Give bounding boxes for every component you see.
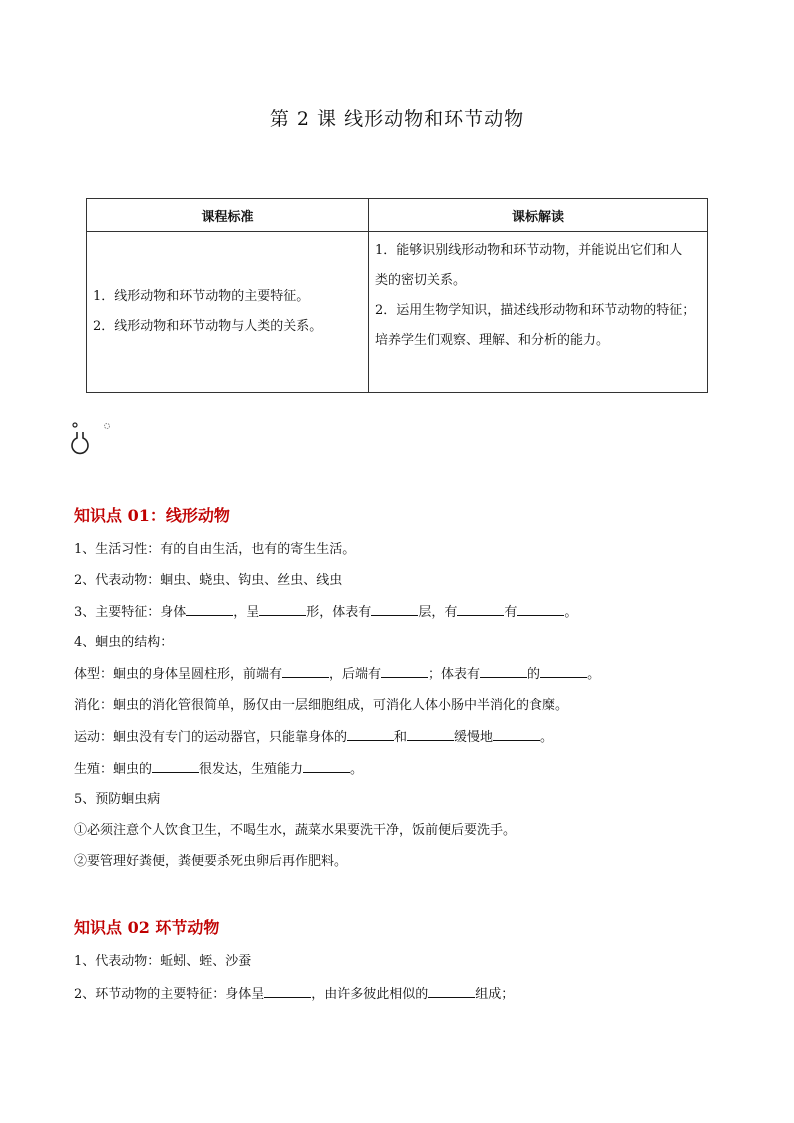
answer-blank[interactable] xyxy=(493,728,540,741)
answer-blank[interactable] xyxy=(186,603,233,616)
sparkle-icon xyxy=(102,421,112,431)
interpretation-line: 1．能够识别线形动物和环节动物，并能说出它们和人 xyxy=(375,243,683,258)
interpretation-line: 培养学生们观察、理解、和分析的能力。 xyxy=(375,333,610,348)
table-header: 课标解读 xyxy=(369,199,708,232)
answer-blank[interactable] xyxy=(517,603,564,616)
interpretation-cell xyxy=(369,232,708,393)
section-heading: 知识点 02 环节动物 xyxy=(74,918,220,937)
fill-in-line: 运动：蛔虫没有专门的运动器官，只能靠身体的 和 缓慢地 。 xyxy=(74,730,554,745)
text-line: 消化：蛔虫的消化管很简单，肠仅由一层细胞组成，可消化人体小肠中半消化的食糜。 xyxy=(74,698,569,713)
answer-blank[interactable] xyxy=(264,985,311,998)
answer-blank[interactable] xyxy=(407,728,454,741)
fill-in-line: 体型：蛔虫的身体呈圆柱形，前端有 ，后端有 ；体表有 的 。 xyxy=(74,667,601,682)
fill-in-line: 生殖：蛔虫的 很发达，生殖能力 。 xyxy=(74,762,364,777)
lesson-title: 第 2 课 线形动物和环节动物 xyxy=(269,108,525,130)
answer-blank[interactable] xyxy=(347,728,394,741)
answer-blank[interactable] xyxy=(259,603,306,616)
text-line: 5、预防蛔虫病 xyxy=(74,792,161,807)
answer-blank[interactable] xyxy=(152,760,199,773)
answer-blank[interactable] xyxy=(457,603,504,616)
table-header: 课程标准 xyxy=(87,199,369,232)
table-header-row xyxy=(87,199,708,232)
answer-blank[interactable] xyxy=(540,665,587,678)
interpretation-line: 类的密切关系。 xyxy=(375,273,467,288)
fill-in-line: 2、环节动物的主要特征：身体呈 ，由许多彼此相似的 组成； xyxy=(74,987,515,1002)
text-line: 4、蛔虫的结构： xyxy=(74,635,174,650)
answer-blank[interactable] xyxy=(282,665,329,678)
section-heading: 知识点 01：线形动物 xyxy=(74,506,230,525)
text-line: 1、生活习性：有的自由生活，也有的寄生生活。 xyxy=(74,542,356,557)
standard-item: 1．线形动物和环节动物的主要特征。 xyxy=(93,289,310,304)
fill-in-line: 3、主要特征：身体 ，呈 形，体表有 层，有 有 。 xyxy=(74,605,578,620)
flask-icon xyxy=(68,420,90,456)
answer-blank[interactable] xyxy=(371,603,418,616)
text-line: ①必须注意个人饮食卫生，不喝生水，蔬菜水果要洗干净，饭前便后要洗手。 xyxy=(74,823,517,838)
text-line: 1、代表动物：蚯蚓、蛭、沙蚕 xyxy=(74,954,252,969)
answer-blank[interactable] xyxy=(480,665,527,678)
table-row xyxy=(87,232,708,393)
standard-item: 2．线形动物和环节动物与人类的关系。 xyxy=(93,319,323,334)
answer-blank[interactable] xyxy=(303,760,350,773)
interpretation-line: 2．运用生物学知识，描述线形动物和环节动物的特征； xyxy=(375,303,696,318)
answer-blank[interactable] xyxy=(428,985,475,998)
text-line: 2、代表动物：蛔虫、蛲虫、钩虫、丝虫、线虫 xyxy=(74,573,343,588)
curriculum-table xyxy=(86,198,708,393)
answer-blank[interactable] xyxy=(381,665,428,678)
standards-cell xyxy=(87,232,369,393)
text-line: ②要管理好粪便，粪便要杀死虫卵后再作肥料。 xyxy=(74,854,348,869)
